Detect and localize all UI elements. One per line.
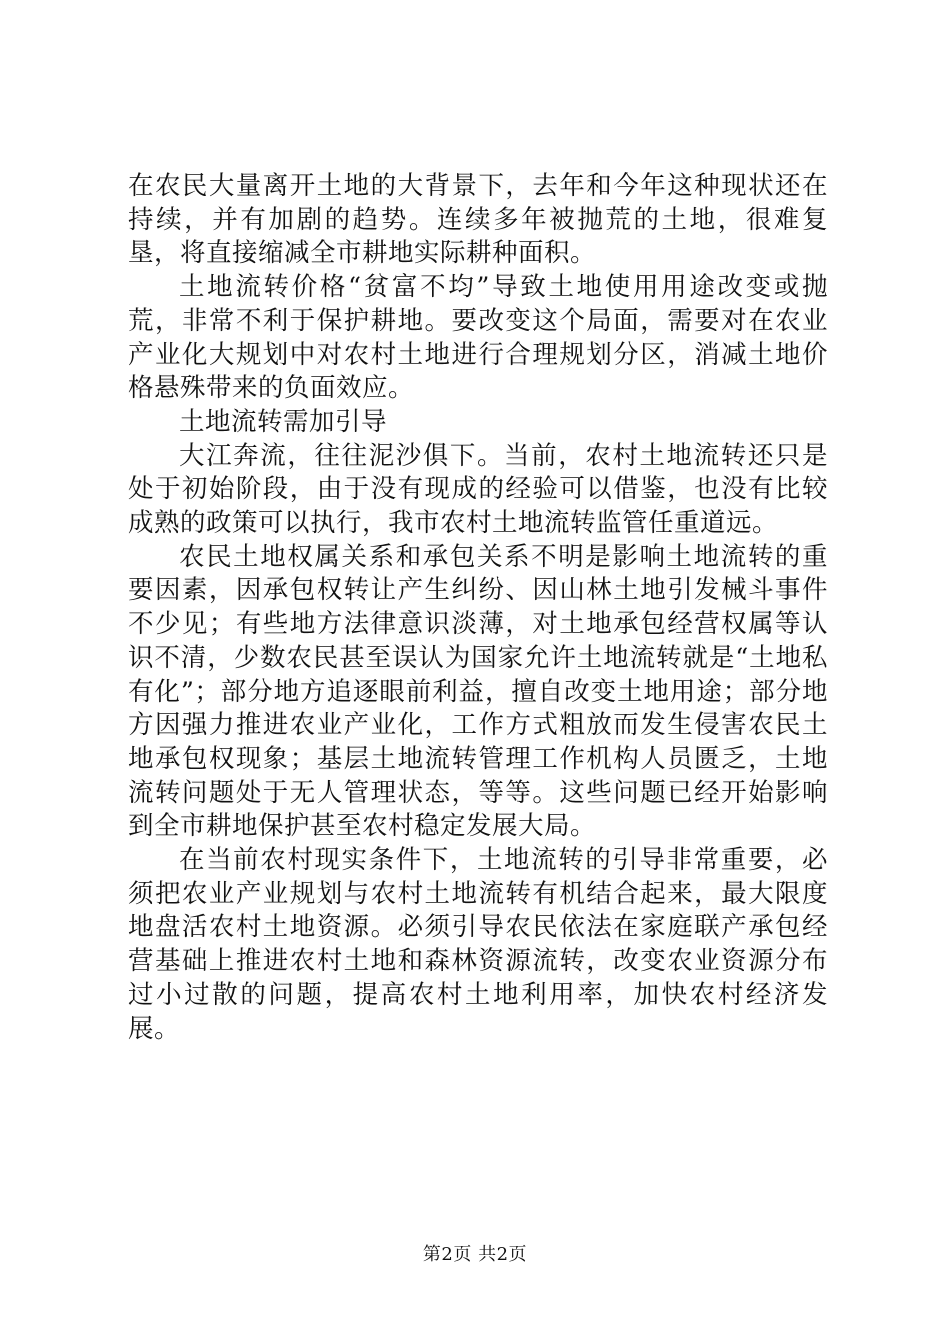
paragraph-current-stage: 大江奔流，往往泥沙俱下。当前，农村土地流转还只是处于初始阶段，由于没有现成的经验可以借鉴，也没有比较成熟的政策可以执行，我市农村土地流转监管任重道远。 bbox=[128, 440, 828, 539]
paragraph-land-price: 土地流转价格“贫富不均”导致土地使用用途改变或抛荒，非常不利于保护耕地。要改变这个局面，需要对在农业产业化大规划中对农村土地进行合理规划分区，消减土地价格悬殊带来的负面效应。 bbox=[128, 272, 828, 404]
paragraph-problems: 农民土地权属关系和承包关系不明是影响土地流转的重要因素，因承包权转让产生纠纷、因山林土地引发械斗事件不少见；有些地方法律意识淡薄，对土地承包经营权属等认识不清，少数农民甚至误认为国家允许土地流转就是“土地私有化”；部分地方追逐眼前利益，擅自改变土地用途；部分地方因强力推进农业产业化，工作方式粗放而发生侵害农民土地承包权现象；基层土地流转管理工作机构人员匮乏，土地流转问题处于无人管理状态，等等。这些问题已经开始影响到全市耕地保护甚至农村稳定发展大局。 bbox=[128, 541, 828, 842]
page-footer: 第2页 共2页 bbox=[422, 1244, 528, 1265]
document-body bbox=[128, 170, 828, 1046]
paragraph-continuation: 在农民大量离开土地的大背景下，去年和今年这种现状还在持续，并有加剧的趋势。连续多年被抛荒的土地，很难复垦，将直接缩减全市耕地实际耕种面积。 bbox=[128, 171, 828, 269]
paragraph-guidance: 在当前农村现实条件下，土地流转的引导非常重要，必须把农业产业规划与农村土地流转有机结合起来，最大限度地盘活农村土地资源。必须引导农民依法在家庭联产承包经营基础上推进农村土地和森林资源流转，改变农业资源分布过小过散的问题，提高农村土地利用率，加快农村经济发展。 bbox=[128, 845, 828, 1044]
section-heading: 土地流转需加引导 bbox=[179, 406, 388, 437]
